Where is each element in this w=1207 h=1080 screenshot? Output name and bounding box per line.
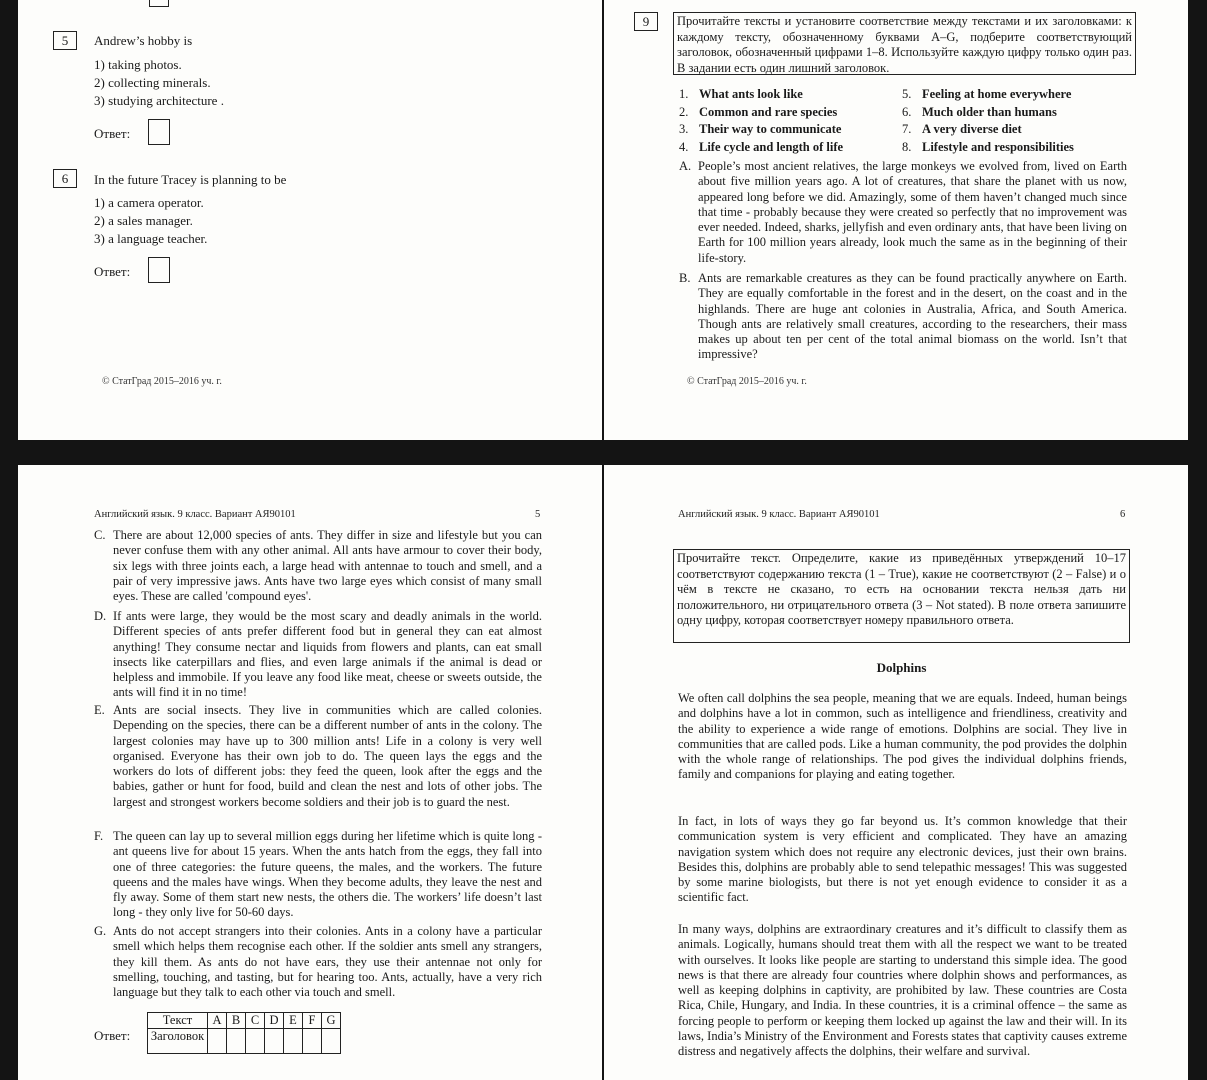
heading-number: 5. <box>902 87 912 101</box>
text-body: If ants were large, they would be the most scary and deadly animals in the world. Different species of ants prefer different food but in general they can eat almost anything! They consume nectar and liquids from flowers and plants, can eat small insects like caterpillars and flies, and even large animals if the animal is dead or helpless and immobile. If you leave any food like meat, cheese or sweets outside, the ants will find it in no time! <box>113 609 542 700</box>
heading-item <box>679 86 899 104</box>
question-6-answer-box[interactable] <box>148 257 170 283</box>
answer-label: Ответ: <box>94 1028 131 1043</box>
text-f <box>94 829 542 921</box>
text-g <box>94 924 542 1000</box>
page-number: 5 <box>535 509 541 520</box>
previous-answer-box <box>149 0 169 7</box>
question-5-option-2: 2) collecting minerals. <box>94 75 211 90</box>
question-6-option-1: 1) a camera operator. <box>94 195 204 210</box>
text-e <box>94 703 542 810</box>
question-5-option-1: 1) taking photos. <box>94 57 182 72</box>
article-paragraph-3: In many ways, dolphins are extraordinary creatures and it’s difficult to classify them as animals. Logically, humans should treat them with all the respect we want to be treated with ourselves. It looks like people are starting to understand this simple idea. The good news is that there are already four countries where dolphin shows and performances, as well as keeping dolphins in captivity, are prohibited by law. These countries are Costa Rica, Chile, Hungary, and India. In these countries, it is a criminal offence – the same as forcing people to perform or keeping them locked up against the law and their will. In its laws, India’s Ministry of the Environment and Forests states that captivity causes extreme distress and negatively affects the dolphins, their welfare and survival. <box>678 922 1127 1059</box>
answer-table-letter: A <box>208 1013 227 1029</box>
page-header: Английский язык. 9 класс. Вариант АЯ90101 <box>94 509 296 520</box>
answer-table-row-label: Текст <box>148 1013 208 1029</box>
page-bottom-right <box>604 465 1188 1080</box>
page-header: Английский язык. 9 класс. Вариант АЯ90101 <box>678 509 880 520</box>
text-b <box>679 271 1127 363</box>
heading-text: What ants look like <box>699 87 803 101</box>
answer-table-letter: C <box>246 1013 265 1029</box>
heading-item <box>902 104 1142 122</box>
page-top-left <box>18 0 602 440</box>
page-top-right <box>604 0 1188 440</box>
answer-cell[interactable] <box>227 1029 246 1054</box>
heading-number: 8. <box>902 139 912 154</box>
question-6-option-2: 2) a sales manager. <box>94 213 193 228</box>
question-5-answer-box[interactable] <box>148 119 170 145</box>
question-6-answer-label: Ответ: <box>94 264 131 279</box>
text-label: E. <box>94 703 105 717</box>
heading-number: 7. <box>902 122 912 136</box>
heading-text: Much older than humans <box>922 104 1057 119</box>
text-label: B. <box>679 271 691 285</box>
answer-cell[interactable] <box>303 1029 322 1054</box>
heading-text: Their way to communicate <box>699 122 842 136</box>
answer-table-row-heading <box>148 1029 341 1054</box>
question-5-text: Andrew’s hobby is <box>94 33 193 48</box>
text-label: G. <box>94 924 107 938</box>
text-label: A. <box>679 159 692 173</box>
heading-text: Lifestyle and responsibilities <box>922 139 1074 154</box>
text-a <box>679 159 1127 266</box>
page-bottom-left <box>18 465 602 1080</box>
heading-item <box>902 139 1142 157</box>
heading-item <box>902 86 1142 104</box>
text-label: C. <box>94 528 106 542</box>
heading-number: 1. <box>679 87 689 101</box>
question-6-text: In the future Tracey is planning to be <box>94 172 287 187</box>
answer-table-letter: F <box>303 1013 322 1029</box>
heading-number: 3. <box>679 122 689 136</box>
answer-cell[interactable] <box>284 1029 303 1054</box>
answer-table-letter: E <box>284 1013 303 1029</box>
heading-number: 2. <box>679 104 689 119</box>
text-body: People’s most ancient relatives, the large monkeys we evolved from, lived on Earth about five million years ago. A lot of creatures, that share the planet with us now, appeared long before we did. Amazingly, some of them haven’t changed much since that time - probably because they were created so perfectly that no improvement was ever needed. Indeed, sharks, jellyfish and even ordinary ants, that have been living on Earth for 100 million years already, look much the same as in the beginning of their life-story. <box>698 159 1127 265</box>
article-title: Dolphins <box>876 660 927 675</box>
answer-table-letter: B <box>227 1013 246 1029</box>
question-5-answer-label: Ответ: <box>94 126 131 141</box>
heading-text: Feeling at home everywhere <box>922 87 1072 101</box>
heading-item <box>679 121 899 139</box>
answer-cell[interactable] <box>208 1029 227 1054</box>
question-6-number: 6 <box>53 169 77 188</box>
headings-list-right <box>902 86 1142 156</box>
text-body: Ants are social insects. They live in communities which are called colonies. Depending on the species, there can be a different number of ants in the colony. The largest colonies may have up to 300 million ants! Life in a colony is very well organised. Everyone has their own job to do. The queen lays the eggs and the workers do lots of different jobs: they feed the queen, look after the eggs and the babies, gather or hunt for food, build and clean the nest and lots of other jobs. The largest and strongest workers become soldiers and their job is to guard the nest. <box>113 703 542 809</box>
page-number: 6 <box>1120 509 1126 520</box>
question-9-instruction: Прочитайте тексты и установите соответствие между текстами и их заголовками: к каждому тексту, обозначенному буквами A–G, подберите соответствующий заголовок, обозначенный цифрами 1–8. Используйте каждую цифру только один раз. В задании есть один лишний заголовок. <box>673 12 1136 75</box>
article-paragraph-2: In fact, in lots of ways they go far beyond us. It’s common knowledge that their communication system is very efficient and complicated. They have an amazing navigation system which does not require any electronic devices, just their own brains. Besides this, dolphins are probably able to send telepathic messages! This was suggested by some marine biologists, but there is not yet enough evidence to consider it as a scientific fact. <box>678 814 1127 905</box>
text-body: Ants do not accept strangers into their colonies. Ants in a colony have a particular smell which helps them recognise each other. If the soldier ants smell any strangers, they kill them. As ants do not have ears, they use their antennae not only for smelling, touching, and tasting, but for hearing too. Ants, actually, have a very rich language but they talk to each other via touch and smell. <box>113 924 542 1000</box>
question-5-number: 5 <box>53 31 77 50</box>
text-body: The queen can lay up to several million eggs during her lifetime which is quite long - ant queens live for about 15 years. When the ants hatch from the eggs, they fall into one of three categories: the future queens, the males, and the workers. The future queens and the males have wings. When they become adults, they leave the nest and fly away. Some of them start new nests, the others die. The workers’ life doesn’t last long - they only live for 50-60 days. <box>113 829 542 920</box>
heading-item <box>679 104 899 122</box>
question-6-option-3: 3) a language teacher. <box>94 231 208 246</box>
text-body: There are about 12,000 species of ants. They differ in size and lifestyle but you can never confuse them with any other animal. All ants have armour to cover their body, six legs with three joints each, a large head with antennae to touch and smell, and a pair of very impressive jaws. Ants have two large eyes which consist of many small eyes. These are called 'compound eyes'. <box>113 528 542 604</box>
copyright-footer: © СтатГрад 2015–2016 уч. г. <box>687 376 807 387</box>
heading-number: 6. <box>902 104 912 119</box>
answer-table-letter: G <box>322 1013 341 1029</box>
answer-table-letter: D <box>265 1013 284 1029</box>
heading-text: Common and rare species <box>699 104 838 119</box>
heading-text: A very diverse diet <box>922 122 1022 136</box>
question-5-option-3: 3) studying architecture . <box>94 93 224 108</box>
copyright-footer: © СтатГрад 2015–2016 уч. г. <box>102 376 222 387</box>
answer-cell[interactable] <box>246 1029 265 1054</box>
text-body: Ants are remarkable creatures as they can be found practically anywhere on Earth. They are equally comfortable in the forest and in the desert, on the coast and in the highlands. There are huge ant colonies in Australia, Africa, and South America. Though ants are relatively small creatures, according to the researchers, their mass makes up about ten per cent of the total animal biomass on the world. Isn’t that impressive? <box>698 271 1127 362</box>
answer-cell[interactable] <box>265 1029 284 1054</box>
answer-table <box>147 1012 341 1054</box>
text-d <box>94 609 542 701</box>
answer-table-row-text <box>148 1013 341 1029</box>
heading-text: Life cycle and length of life <box>699 139 844 154</box>
article-paragraph-1: We often call dolphins the sea people, meaning that we are equals. Indeed, human beings and dolphins have a lot in common, such as intelligence and friendliness, creativity and the ability to experience a wide range of emotions. Dolphins are social. They live in communities that are called pods. Like a human community, the pod provides the dolphin with the whole range of relationships. The pod gives the individual dolphins friends, family and companions for playing and eating together. <box>678 691 1127 782</box>
task-instruction: Прочитайте текст. Определите, какие из приведённых утверждений 10–17 соответствуют содержанию текста (1 – True), какие не соответствуют (2 – False) и о чём в тексте не сказано, то есть на основании текста нельзя дать ни положительного, ни отрицательного ответа (3 – Not stated). В поле ответа запишите одну цифру, которая соответствует номеру правильного ответа. <box>673 549 1130 643</box>
heading-item <box>679 139 899 157</box>
text-label: F. <box>94 829 104 843</box>
heading-item <box>902 121 1142 139</box>
heading-number: 4. <box>679 139 689 154</box>
text-label: D. <box>94 609 107 623</box>
headings-list-left <box>679 86 899 156</box>
question-9-number: 9 <box>634 12 658 31</box>
answer-table-row-label: Заголовок <box>148 1029 208 1054</box>
answer-cell[interactable] <box>322 1029 341 1054</box>
text-c <box>94 528 542 604</box>
